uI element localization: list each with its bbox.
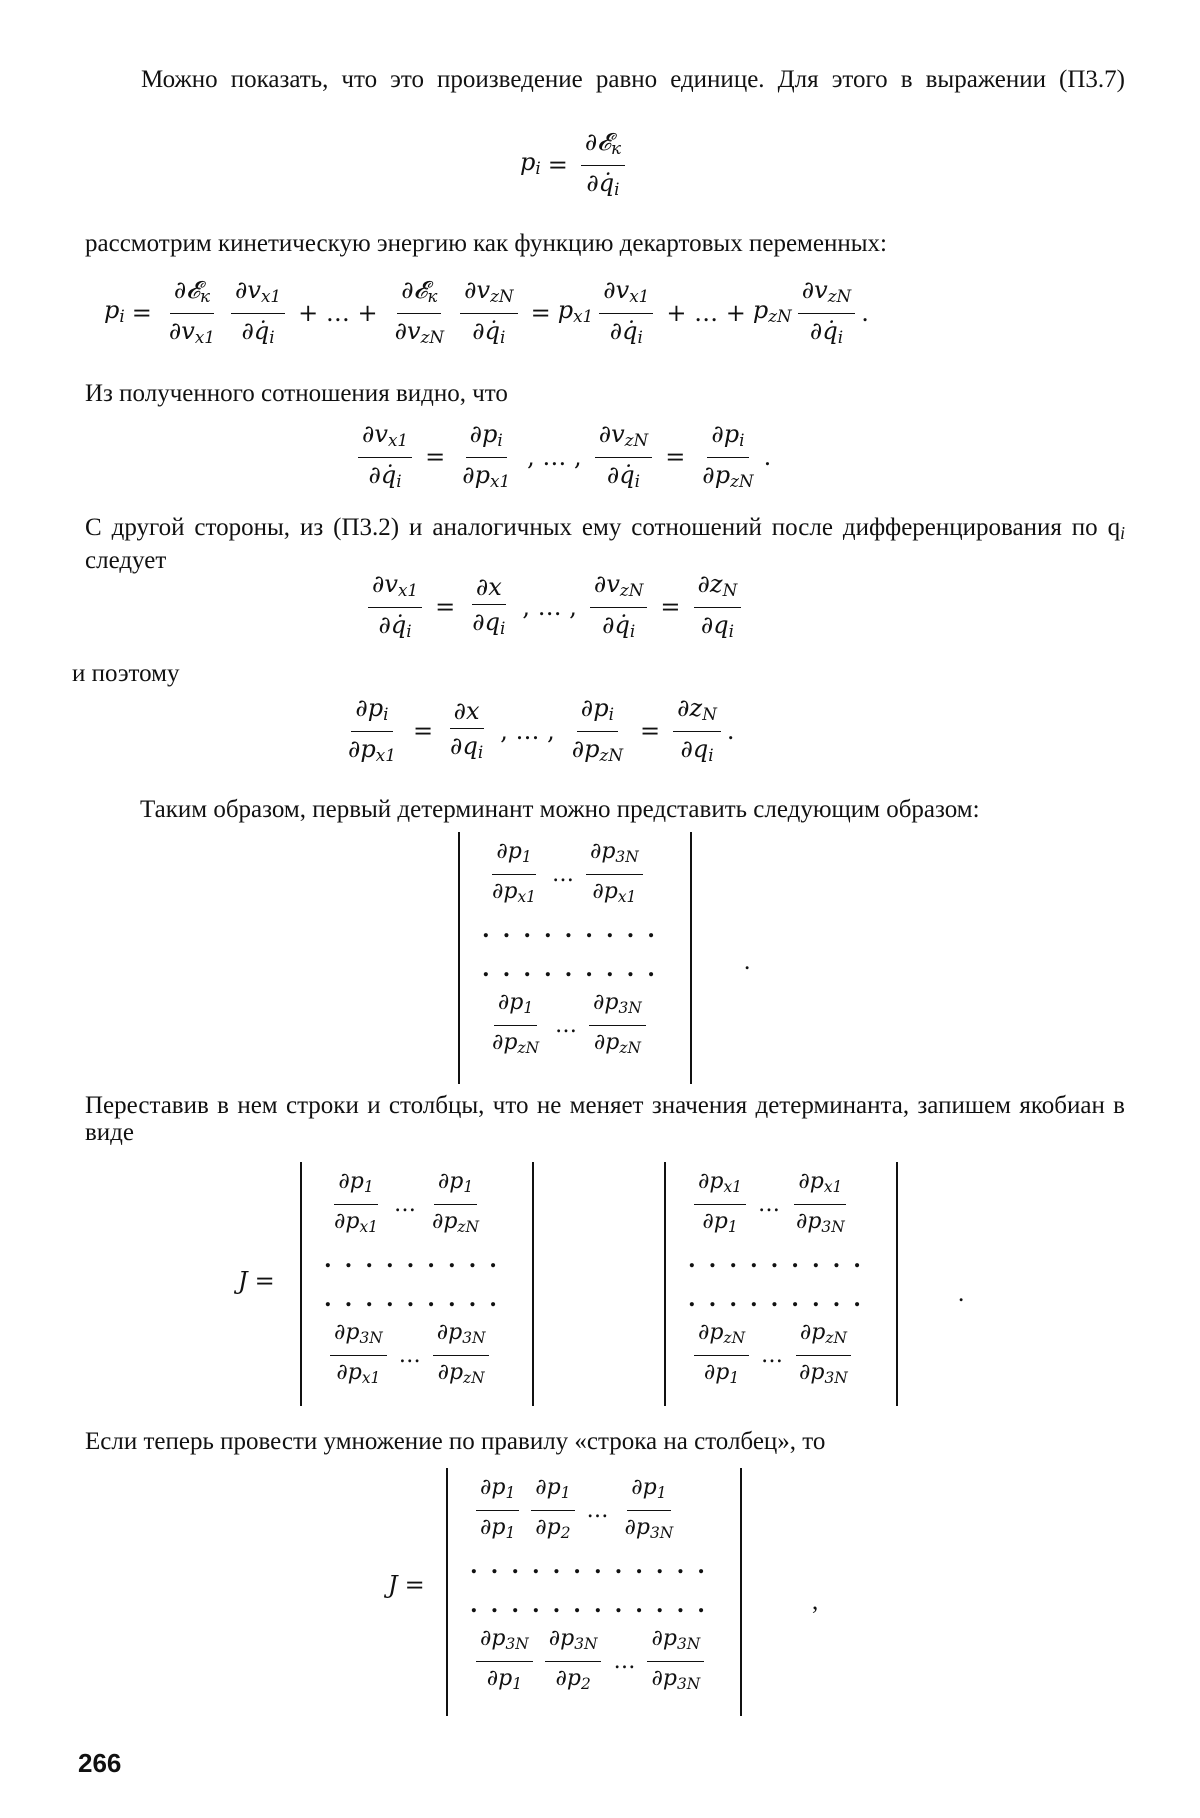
- determinant-jacobian-product: $\frac{\partial p_1}{\partial p_1}$ $\frac{\partial p_1}{\partial p_2}$ … $\frac{\partial p_1}{\partial p_{3N}}$ ............ ............ $\frac{\partial p_{3N}}{\partial p_1}$ $\frac{\partial p_{3N}}{\partial p_2}$ … $\frac{\partial p_{3N}}{\partial p_{3N}}$: [446, 1468, 742, 1716]
- paragraph-2: рассмотрим кинетическую энергию как функцию декартовых переменных:: [85, 230, 887, 257]
- equation-velocity-momentum-relation: $\frac{\partial v_{x1}}{\partial q̇_i}$ = $\frac{\partial p_i}{\partial p_{x1}}$ , … , $\frac{\partial v_{zN}}{\partial q̇_i}$ = $\frac{\partial p_i}{\partial p_{zN}}$ .: [352, 420, 771, 495]
- paragraph-4: С другой стороны, из (П3.2) и аналогичных ему сотношений после дифференцирования по $q_i$ следует: [85, 514, 1125, 574]
- equation-momentum-expansion: $p_i$ = $\frac{\partial 𝓔_к}{\partial v_{x1}}$ $\frac{\partial v_{x1}}{\partial q̇_i}$ + … + $\frac{\partial 𝓔_к}{\partial v_{zN}}$ $\frac{\partial v_{zN}}{\partial q̇_i}$ = $p_{x1}$ $\frac{\partial v_{x1}}{\partial q̇_i}$ + … + $p_{zN}$ $\frac{\partial v_{zN}}{\partial q̇_i}$ .: [104, 276, 869, 347]
- determinant-first: $\frac{\partial p_1}{\partial p_{x1}}$ … $\frac{\partial p_{3N}}{\partial p_{x1}}$ ......... ......... $\frac{\partial p_1}{\partial p_{zN}}$ … $\frac{\partial p_{3N}}{\partial p_{zN}}$: [458, 832, 692, 1084]
- jacobian-symbol: J =: [238, 1267, 275, 1295]
- paragraph-6: Таким образом, первый детерминант можно представить следующим образом:: [140, 796, 980, 823]
- jacobian-final-comma: ,: [812, 1588, 819, 1615]
- paragraph-5: и поэтому: [72, 660, 180, 687]
- determinant-jacobian-right: $\frac{\partial p_{x1}}{\partial p_1}$ … $\frac{\partial p_{x1}}{\partial p_{3N}}$ ......... ......... $\frac{\partial p_{zN}}{\partial p_1}$ … $\frac{\partial p_{zN}}{\partial p_{3N}}$: [664, 1162, 898, 1406]
- equation-momentum-definition: $p_i$ = $\frac{\partial 𝓔_к}{\partial q̇_i}$: [520, 128, 631, 203]
- paragraph-8: Если теперь провести умножение по правилу «строка на столбец», то: [85, 1428, 826, 1455]
- jacobian-period: .: [958, 1280, 965, 1307]
- equation-velocity-coordinate-relation: $\frac{\partial v_{x1}}{\partial q̇_i}$ = $\frac{\partial x}{\partial q_i}$ , … , $\frac{\partial v_{zN}}{\partial q̇_i}$ = $\frac{\partial z_N}{\partial q_i}$: [362, 570, 747, 645]
- paragraph-7: Переставив в нем строки и столбцы, что не меняет значения детерминанта, запишем якобиан в виде: [85, 1092, 1125, 1146]
- paragraph-1: Можно показать, что это произведение равно единице. Для этого в выражении (П3.7): [141, 66, 1125, 93]
- determinant-jacobian-left: $\frac{\partial p_1}{\partial p_{x1}}$ … $\frac{\partial p_1}{\partial p_{zN}}$ ......... ......... $\frac{\partial p_{3N}}{\partial p_{x1}}$ … $\frac{\partial p_{3N}}{\partial p_{zN}}$: [300, 1162, 534, 1406]
- paragraph-3: Из полученного сотношения видно, что: [85, 380, 508, 407]
- determinant-period: .: [744, 948, 751, 975]
- equation-momentum-coordinate-relation: $\frac{\partial p_i}{\partial p_{x1}}$ = $\frac{\partial x}{\partial q_i}$ , … , $\frac{\partial p_i}{\partial p_{zN}}$ = $\frac{\partial z_N}{\partial q_i}$ .: [348, 694, 735, 765]
- jacobian-final-symbol: J =: [388, 1571, 425, 1599]
- page-number: 266: [78, 1748, 122, 1778]
